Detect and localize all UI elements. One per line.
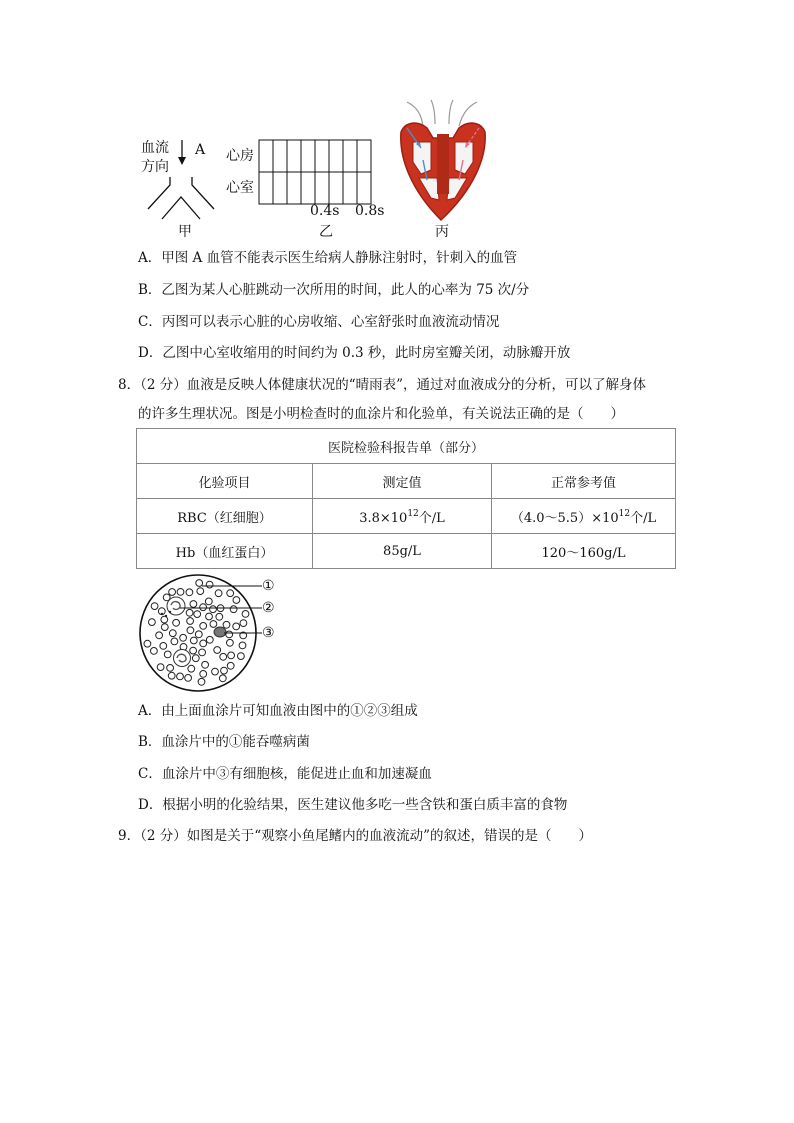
grid-cell: [329, 172, 343, 204]
q8-option-c: C．血涂片中③有细胞核，能促进止血和加速凝血: [138, 766, 432, 782]
red-blood-cell: [210, 621, 217, 628]
red-blood-cell: [202, 661, 209, 668]
row-rbc-reference: $(4.0\sim 5.5)\times 10^{12}$个/L: [492, 499, 676, 534]
q7-option-a: A．甲图 A 血管不能表示医生给病人静脉注射时，针刺入的血管: [138, 250, 518, 266]
red-blood-cell: [167, 665, 174, 672]
red-blood-cell: [206, 613, 213, 620]
row-hb-reference: 120～160g/L: [492, 534, 676, 569]
row-hb-item: Hb（血红蛋白）: [137, 534, 313, 569]
red-blood-cell: [200, 623, 207, 630]
red-blood-cell: [212, 668, 219, 675]
grid-cell: [301, 140, 315, 172]
red-blood-cell: [194, 611, 201, 618]
grid-cell: [315, 172, 329, 204]
red-blood-cell: [220, 653, 227, 660]
q9-stem: 9．（2 分）如图是关于“观察小鱼尾鳍内的血液流动”的叙述，错误的是（ ）: [118, 828, 593, 844]
grid-cell: [287, 140, 301, 172]
vessel-a-label: A: [195, 142, 206, 158]
grid-cell: [301, 172, 315, 204]
red-blood-cell: [151, 603, 158, 610]
smear-label-3: ③: [262, 625, 275, 641]
table-row: [137, 534, 676, 569]
grid-cell: [329, 140, 343, 172]
q8-stem-line2: 的许多生理状况。图是小明检查时的血涂片和化验单，有关说法正确的是（ ）: [138, 406, 624, 422]
red-blood-cell: [242, 611, 249, 618]
red-blood-cell: [161, 616, 168, 623]
red-blood-cell: [239, 642, 246, 649]
grid-cell: [343, 172, 357, 204]
red-blood-cell: [185, 675, 192, 682]
blood-flow-direction-label: 方向: [141, 159, 169, 175]
red-blood-cell: [171, 638, 178, 645]
red-blood-cell: [210, 606, 217, 613]
red-blood-cell: [219, 675, 226, 682]
header-item: 化验项目: [137, 464, 313, 499]
smear-label-2: ②: [262, 600, 275, 616]
grid-cell: [273, 172, 287, 204]
q8-option-a: A．由上面血涂片可知血液由图中的①②③组成: [138, 703, 418, 719]
red-blood-cell: [151, 648, 158, 655]
grid-cell: [273, 140, 287, 172]
red-blood-cell: [205, 598, 212, 605]
grid-cell: [287, 172, 301, 204]
header-measured: 测定值: [313, 464, 492, 499]
grid-cell: [343, 140, 357, 172]
red-blood-cell: [198, 678, 205, 685]
grid-cell: [259, 140, 273, 172]
red-blood-cell: [190, 637, 197, 644]
red-blood-cell: [190, 647, 197, 654]
red-blood-cell: [199, 649, 206, 656]
red-blood-cell: [157, 664, 164, 671]
ventricle-label: 心室: [226, 180, 254, 196]
red-blood-cell: [195, 631, 202, 638]
q8-option-d: D．根据小明的化验结果，医生建议他多吃一些含铁和蛋白质丰富的食物: [138, 797, 568, 813]
red-blood-cell: [227, 590, 234, 597]
red-blood-cell: [240, 620, 247, 627]
red-blood-cell: [160, 643, 167, 650]
smear-label-1: ①: [262, 578, 275, 594]
red-blood-cell: [187, 627, 194, 634]
atrium-label: 心房: [226, 148, 254, 164]
red-blood-cell: [206, 581, 213, 588]
red-blood-cell: [200, 671, 207, 678]
red-blood-cell: [221, 667, 228, 674]
red-blood-cell: [188, 665, 195, 672]
red-blood-cell: [168, 672, 175, 679]
q8-option-b: B．血涂片中的①能吞噬病菌: [138, 734, 310, 750]
red-blood-cell: [169, 589, 176, 596]
table-row: [137, 499, 676, 534]
platelet: [169, 611, 171, 613]
red-blood-cell: [173, 619, 180, 626]
red-blood-cell: [215, 590, 222, 597]
red-blood-cell: [161, 624, 168, 631]
red-blood-cell: [186, 589, 193, 596]
vessel-diagram: [140, 135, 230, 235]
red-blood-cell: [197, 588, 204, 595]
caption-jia: 甲: [178, 224, 192, 240]
red-blood-cell: [186, 609, 193, 616]
red-blood-cell: [164, 651, 171, 658]
q7-option-d: D．乙图中心室收缩用的时间约为 0.3 秒，此时房室瓣关闭，动脉瓣开放: [138, 345, 571, 361]
red-blood-cell: [200, 604, 207, 611]
red-blood-cell: [216, 613, 223, 620]
row-rbc-measured: $3.8\times 10^{12}$个/L: [313, 499, 492, 534]
red-blood-cell: [187, 618, 194, 625]
red-blood-cell: [214, 647, 221, 654]
red-blood-cell: [233, 597, 240, 604]
blood-flow-label: 血流: [141, 140, 169, 156]
red-blood-cell: [144, 640, 151, 647]
red-blood-cell: [238, 653, 245, 660]
platelet: [165, 615, 167, 617]
red-blood-cell: [149, 619, 156, 626]
red-blood-cell: [192, 655, 199, 662]
red-blood-cell: [228, 652, 235, 659]
grid-cell: [357, 140, 371, 172]
red-blood-cell: [177, 673, 184, 680]
q7-option-c: C．丙图可以表示心脏的心房收缩、心室舒张时血液流动情况: [138, 314, 500, 330]
cell-3: [214, 627, 226, 637]
timing-grid: [258, 139, 378, 205]
white-blood-cell: [174, 650, 191, 667]
q8-stem-line1: 8．（2 分）血液是反映人体健康状况的“晴雨表”，通过对血液成分的分析，可以了解身体: [118, 377, 647, 393]
red-blood-cell: [190, 601, 197, 608]
tick-08s: 0.8s: [355, 203, 385, 219]
grid-cell: [259, 172, 273, 204]
tick-04s: 0.4s: [310, 203, 340, 219]
flow-arrow-icon: [178, 157, 186, 165]
red-blood-cell: [196, 580, 203, 587]
caption-bing: 丙: [435, 224, 449, 240]
report-title: 医院检验科报告单（部分）: [137, 429, 676, 464]
platelet: [161, 613, 163, 615]
red-blood-cell: [206, 636, 213, 643]
table-header-row: [137, 464, 676, 499]
red-blood-cell: [230, 606, 237, 613]
red-blood-cell: [156, 632, 163, 639]
red-blood-cell: [180, 634, 187, 641]
header-reference: 正常参考值: [492, 464, 676, 499]
lab-report-table: [136, 428, 676, 569]
grid-cell: [357, 172, 371, 204]
red-blood-cell: [169, 630, 176, 637]
caption-yi: 乙: [319, 224, 333, 240]
heart-diagram: [393, 98, 493, 224]
red-blood-cell: [177, 589, 184, 596]
q7-option-b: B．乙图为某人心脏跳动一次所用的时间，此人的心率为 75 次/分: [138, 282, 530, 298]
red-blood-cell: [200, 640, 207, 647]
grid-cell: [315, 140, 329, 172]
red-blood-cell: [227, 639, 234, 646]
red-blood-cell: [223, 621, 230, 628]
red-blood-cell: [233, 623, 240, 630]
row-rbc-item: RBC（红细胞）: [137, 499, 313, 534]
red-blood-cell: [227, 662, 234, 669]
row-hb-measured: 85g/L: [313, 534, 492, 569]
red-blood-cell: [226, 631, 233, 638]
